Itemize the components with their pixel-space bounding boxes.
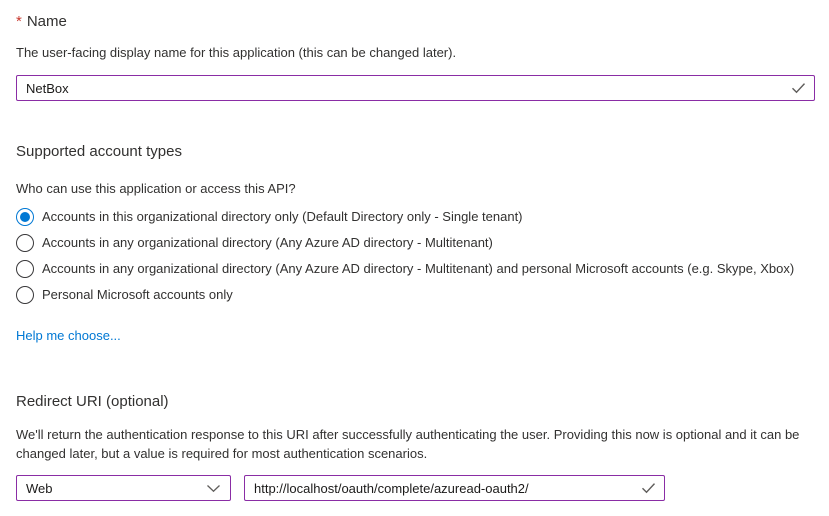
redirect-uri-controls: [16, 475, 815, 501]
redirect-uri-input-wrap: [244, 475, 665, 501]
name-input[interactable]: [16, 75, 815, 101]
redirect-uri-section: [16, 392, 815, 501]
radio-unselected-icon: [16, 286, 34, 304]
name-input-wrap: [16, 75, 815, 101]
chevron-down-icon: [206, 484, 221, 493]
radio-unselected-icon: [16, 234, 34, 252]
radio-selected-icon: [16, 208, 34, 226]
account-types-question: Who can use this application or access this API?: [16, 181, 296, 196]
radio-option-label: Accounts in any organizational directory (Any Azure AD directory - Multitenant) and personal Microsoft accounts (e.g. Skype, Xbox): [42, 261, 795, 276]
supported-account-types-section: [16, 142, 815, 345]
required-asterisk: *: [16, 13, 22, 30]
radio-option-multitenant[interactable]: [16, 230, 815, 256]
radio-option-label: Personal Microsoft accounts only: [42, 287, 233, 302]
radio-option-multitenant-personal[interactable]: [16, 256, 815, 282]
platform-select-value: Web: [26, 480, 53, 496]
valid-checkmark-icon: [641, 482, 656, 494]
radio-option-label: Accounts in any organizational directory (Any Azure AD directory - Multitenant): [42, 235, 493, 250]
name-field-label: [16, 12, 815, 32]
name-field-label-text: Name: [26, 13, 67, 30]
redirect-uri-description: We'll return the authentication response to this URI after successfully authenticating the user. Providing this now is optional and it can be changed later, but a value is required for most authentication scenarios.: [16, 427, 800, 461]
redirect-uri-input[interactable]: [244, 475, 665, 501]
help-me-choose-link[interactable]: Help me choose...: [16, 328, 121, 343]
platform-select[interactable]: [16, 475, 231, 501]
valid-checkmark-icon: [791, 82, 806, 94]
name-field-description: The user-facing display name for this application (this can be changed later).: [16, 45, 457, 60]
redirect-uri-heading: Redirect URI (optional): [16, 393, 169, 410]
account-types-radio-group: [16, 204, 815, 308]
name-section: [16, 12, 815, 101]
supported-account-types-heading: Supported account types: [16, 143, 182, 160]
radio-option-single-tenant[interactable]: [16, 204, 815, 230]
radio-option-label: Accounts in this organizational directory only (Default Directory only - Single tenant): [42, 209, 523, 224]
radio-unselected-icon: [16, 260, 34, 278]
radio-option-personal-only[interactable]: [16, 282, 815, 308]
